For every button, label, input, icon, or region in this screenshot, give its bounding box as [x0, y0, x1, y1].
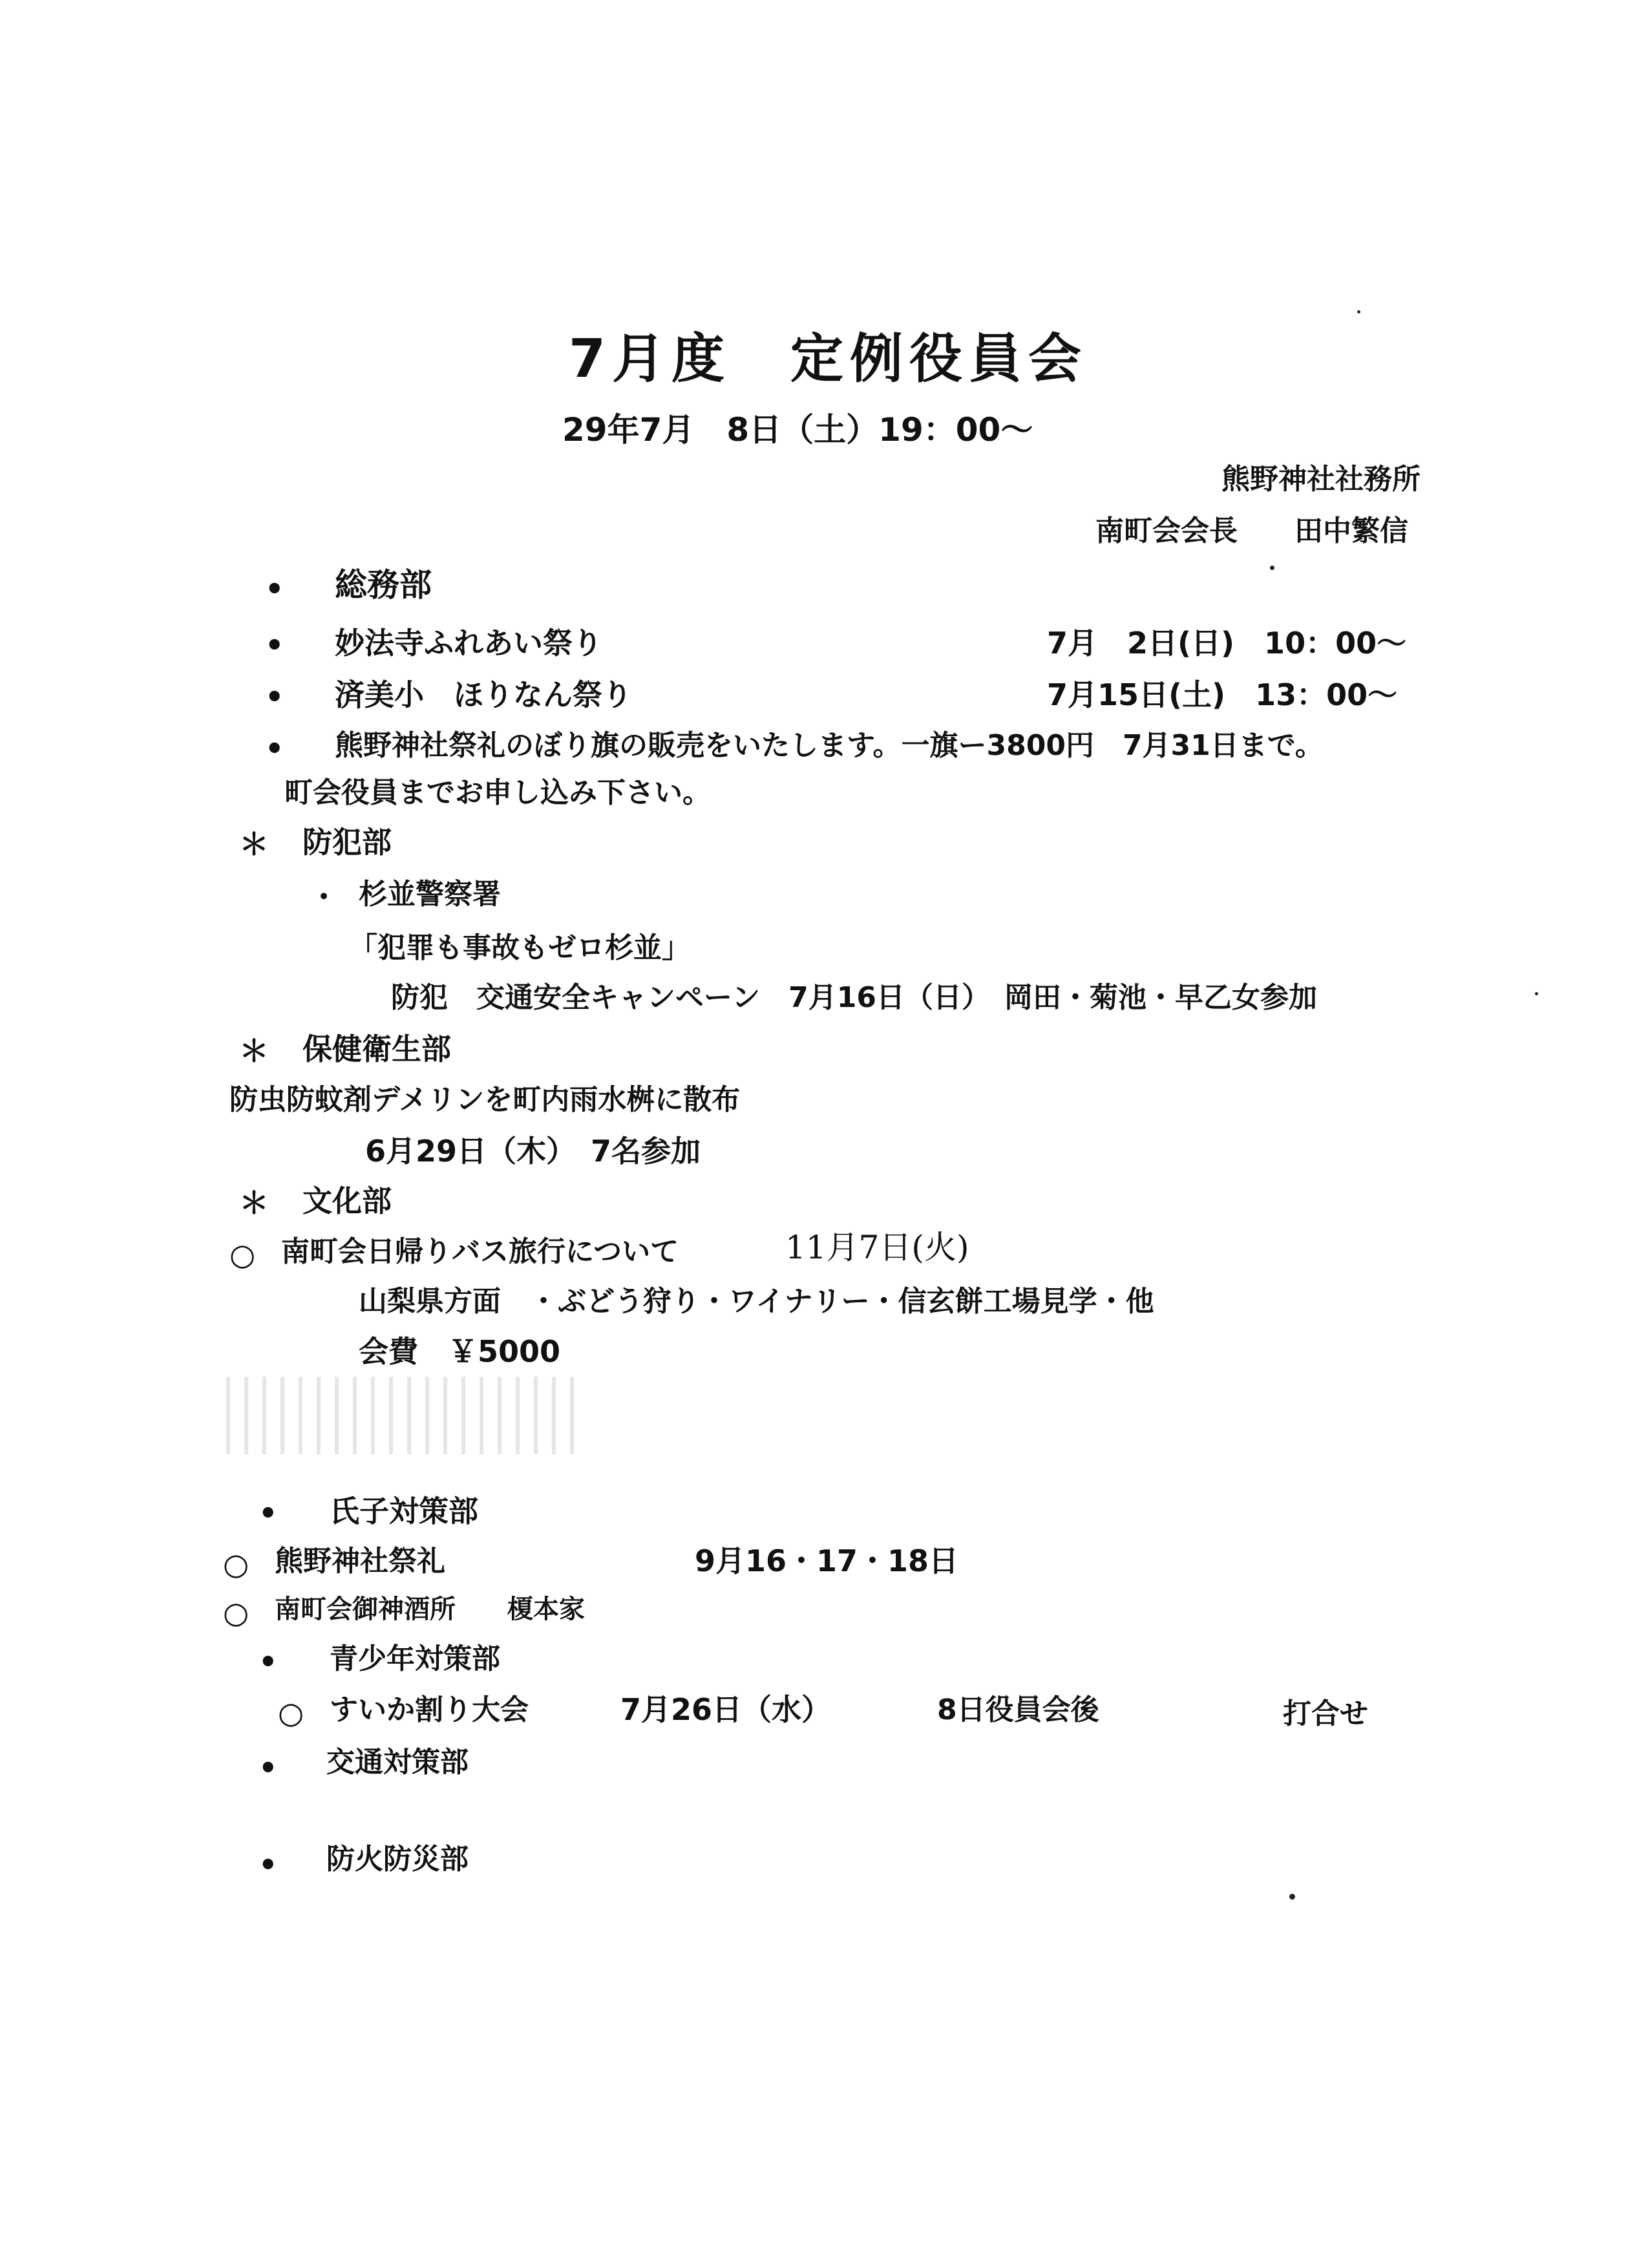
section-heading-kotsu: 交通対策部	[326, 1746, 469, 1779]
section-heading-hoken: 保健衛生部	[302, 1032, 451, 1066]
ujiko-item1-date: 9月16・17・18日	[695, 1543, 959, 1578]
ujiko-item2-text: 南町会御神酒所 榎本家	[275, 1595, 585, 1624]
section-heading-boka: 防火防災部	[326, 1843, 469, 1876]
meeting-datetime: 29年7月 8日（土）19：00～	[562, 411, 1033, 449]
bullet-mid: ・	[309, 880, 339, 915]
seishonen-item-date: 7月26日（水）	[620, 1692, 832, 1727]
somu-item1-date: 7月 2日(日) 10：00～	[1047, 626, 1407, 661]
bullet-dot: •	[259, 1644, 278, 1679]
bullet-circle: ○	[223, 1547, 249, 1582]
scan-speck	[1289, 1894, 1295, 1900]
bunka-handwritten-date: 11月7日(火)	[785, 1229, 969, 1266]
bullet-dot: •	[265, 731, 284, 766]
meeting-venue: 熊野神社社務所	[1221, 463, 1421, 496]
meeting-chair: 南町会会長 田中繁信	[1095, 514, 1408, 547]
bohan-sub: 杉並警察署	[359, 878, 501, 911]
scan-speck	[1535, 992, 1538, 995]
scan-smudge	[226, 1377, 588, 1454]
seishonen-item-note2: 打合せ	[1283, 1697, 1368, 1730]
bullet-circle: ○	[229, 1237, 256, 1272]
bullet-star: ＊	[239, 1185, 269, 1220]
scan-speck	[1270, 566, 1274, 570]
section-heading-ujiko: 氏子対策部	[330, 1494, 478, 1529]
somu-item2-text: 済美小 ほりなん祭り	[335, 677, 632, 712]
bullet-dot: •	[259, 1750, 278, 1785]
hoken-line2: 6月29日（木） 7名参加	[365, 1134, 701, 1169]
bunka-item: 南町会日帰りバス旅行について	[281, 1235, 679, 1268]
section-heading-seishonen: 青少年対策部	[330, 1642, 500, 1675]
section-heading-bunka: 文化部	[302, 1183, 392, 1218]
bullet-star: ＊	[239, 1033, 269, 1068]
bunka-detail: 山梨県方面 ・ぶどう狩り・ワイナリー・信玄餅工場見学・他	[359, 1285, 1154, 1318]
somu-item1-text: 妙法寺ふれあい祭り	[335, 626, 602, 661]
bullet-dot: •	[265, 628, 284, 662]
hoken-line1: 防虫防蚊剤デメリンを町内雨水桝に散布	[229, 1083, 741, 1116]
bullet-dot: •	[259, 1496, 278, 1531]
somu-item3-line2: 町会役員までお申し込み下さい。	[284, 776, 711, 809]
bullet-dot: •	[265, 571, 284, 606]
bullet-dot: •	[265, 679, 284, 714]
seishonen-item-text: すいか割り大会	[330, 1693, 529, 1726]
bohan-slogan: 「犯罪も事故もゼロ杉並」	[349, 931, 690, 964]
somu-item2-date: 7月15日(土) 13：00～	[1047, 677, 1398, 712]
bullet-circle: ○	[223, 1595, 249, 1630]
scan-speck	[1357, 310, 1360, 313]
ujiko-item1-text: 熊野神社祭礼	[275, 1545, 445, 1578]
seishonen-item-note: 8日役員会後	[937, 1693, 1099, 1726]
bullet-circle: ○	[278, 1695, 304, 1730]
bullet-dot: •	[259, 1847, 278, 1882]
somu-item3-line1: 熊野神社祭礼のぼり旗の販売をいたします。一旗ー3800円 7月31日まで。	[335, 729, 1324, 762]
page-title: 7月度 定例役員会	[569, 328, 1088, 390]
bullet-star: ＊	[239, 827, 269, 862]
bunka-fee: 会費 ￥5000	[359, 1334, 561, 1369]
section-heading-somu: 総務部	[335, 566, 432, 604]
bohan-campaign: 防犯 交通安全キャンペーン 7月16日（日） 岡田・菊池・早乙女参加	[391, 981, 1317, 1014]
section-heading-bohan: 防犯部	[302, 825, 392, 860]
